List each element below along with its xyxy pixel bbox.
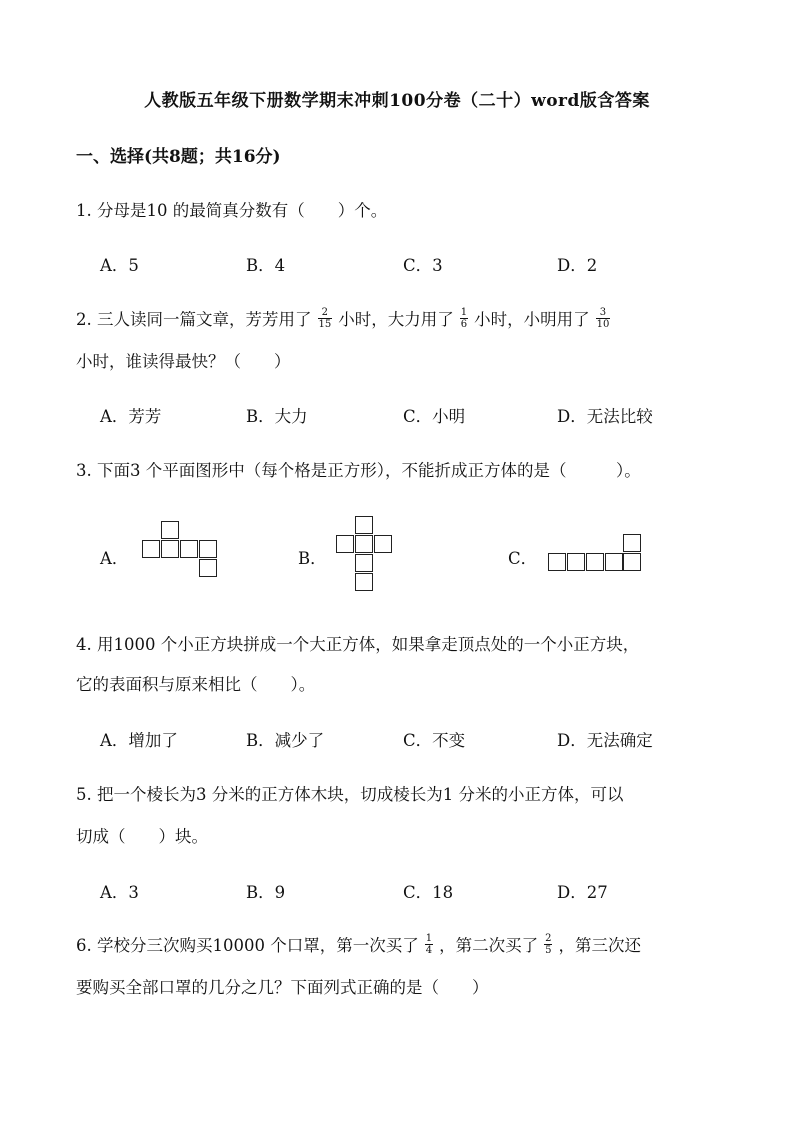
question-6-line2: 要购买全部口罩的几分之几？下面列式正确的是（ ）: [76, 978, 489, 997]
q1-option-a[interactable]: A．5: [100, 256, 139, 275]
fraction: $\frac{1}{4}$: [425, 933, 433, 956]
fraction: $\frac{3}{10}$: [596, 307, 610, 330]
q4-option-c[interactable]: C．不变: [403, 731, 466, 750]
question-3: 3. 下面3 个平面图形中（每个格是正方形），不能折成正方体的是（ ）。: [76, 461, 641, 480]
q2-text-part1: 2. 三人读同一篇文章，芳芳用了: [76, 310, 312, 329]
q3-label-b[interactable]: B．: [298, 549, 327, 568]
q6-text-part3: ，第三次还: [558, 936, 641, 955]
q2-text-part3: 小时，小明用了: [474, 310, 590, 329]
q4-option-a[interactable]: A．增加了: [100, 731, 178, 750]
q5-option-b[interactable]: B．9: [246, 883, 286, 902]
question-4-line1: 4. 用1000 个小正方块拼成一个大正方体，如果拿走顶点处的一个小正方块，: [76, 635, 640, 654]
page-title: 人教版五年级下册数学期末冲刺100分卷（二十）word版含答案: [144, 91, 650, 111]
q6-text-part1: 6. 学校分三次购买10000 个口罩，第一次买了: [76, 936, 419, 955]
question-2-line2: 小时，谁读得最快？（ ）: [76, 352, 291, 371]
q5-option-c[interactable]: C．18: [403, 883, 454, 902]
q1-option-d[interactable]: D．2: [557, 256, 598, 275]
question-6: [76, 932, 641, 958]
question-2: [76, 306, 616, 332]
q2-option-d[interactable]: D．无法比较: [557, 407, 653, 426]
question-1: 1. 分母是10 的最简真分数有（ ）个。: [76, 201, 388, 220]
q3-label-c[interactable]: C．: [508, 549, 538, 568]
q4-option-b[interactable]: B．减少了: [246, 731, 325, 750]
fraction: $\frac{2}{5}$: [545, 933, 552, 956]
q3-label-a[interactable]: A．: [100, 549, 129, 568]
section-title: 一、选择(共8题；共16分): [76, 147, 281, 167]
question-4-line2: 它的表面积与原来相比（ ）。: [76, 675, 316, 694]
q1-option-b[interactable]: B．4: [246, 256, 286, 275]
q4-option-d[interactable]: D．无法确定: [557, 731, 653, 750]
q2-option-c[interactable]: C．小明: [403, 407, 466, 426]
q6-text-part2: ，第二次买了: [439, 936, 539, 955]
q5-option-d[interactable]: D．27: [557, 883, 608, 902]
fraction: $\frac{2}{15}$: [318, 307, 332, 330]
question-5-line2: 切成（ ）块。: [76, 827, 208, 846]
q2-text-part2: 小时，大力用了: [338, 310, 454, 329]
q2-option-b[interactable]: B．大力: [246, 407, 308, 426]
q5-option-a[interactable]: A．3: [100, 883, 139, 902]
q2-option-a[interactable]: A．芳芳: [100, 407, 162, 426]
question-5-line1: 5. 把一个棱长为3 分米的正方体木块，切成棱长为1 分米的小正方体，可以: [76, 785, 624, 804]
q1-option-c[interactable]: C．3: [403, 256, 443, 275]
fraction: $\frac{1}{6}$: [460, 307, 468, 330]
